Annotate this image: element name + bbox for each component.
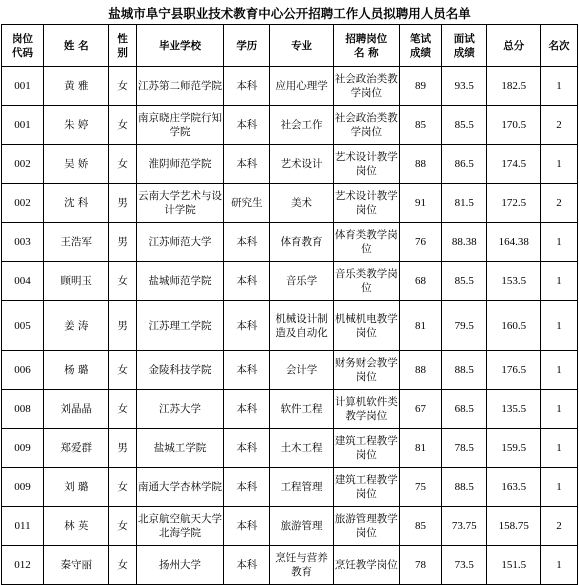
cell-total: 163.5: [487, 468, 541, 507]
cell-written: 67: [399, 390, 441, 429]
cell-school: 南通大学杏林学院: [136, 468, 223, 507]
cell-code: 001: [2, 67, 44, 106]
cell-school: 江苏师范大学: [136, 223, 223, 262]
cell-total: 160.5: [487, 301, 541, 351]
cell-interview: 79.5: [442, 301, 487, 351]
cell-interview: 73.5: [442, 546, 487, 585]
cell-name: 刘 璐: [44, 468, 109, 507]
cell-name: 郑爱群: [44, 429, 109, 468]
cell-gender: 男: [109, 184, 136, 223]
cell-major: 应用心理学: [270, 67, 333, 106]
cell-degree: 本科: [224, 468, 270, 507]
cell-post: 艺术设计教学岗位: [333, 184, 399, 223]
cell-rank: 1: [541, 351, 578, 390]
cell-written: 75: [399, 468, 441, 507]
cell-written: 78: [399, 546, 441, 585]
cell-post: 体育类教学岗位: [333, 223, 399, 262]
cell-degree: 本科: [224, 67, 270, 106]
cell-gender: 男: [109, 301, 136, 351]
cell-school: 北京航空航天大学北海学院: [136, 507, 223, 546]
table-row: [2, 301, 578, 351]
cell-name: 姜 涛: [44, 301, 109, 351]
cell-rank: 2: [541, 184, 578, 223]
cell-code: 009: [2, 468, 44, 507]
cell-school: 江苏第二师范学院: [136, 67, 223, 106]
cell-degree: 本科: [224, 390, 270, 429]
cell-post: 音乐类教学岗位: [333, 262, 399, 301]
cell-gender: 女: [109, 546, 136, 585]
cell-degree: 本科: [224, 507, 270, 546]
page-title: 盐城市阜宁县职业技术教育中心公开招聘工作人员拟聘用人员名单: [108, 6, 471, 21]
header-total: 总分: [487, 25, 541, 67]
header-school: 毕业学校: [136, 25, 223, 67]
table-row: [2, 223, 578, 262]
cell-code: 009: [2, 429, 44, 468]
cell-interview: 88.5: [442, 468, 487, 507]
cell-written: 89: [399, 67, 441, 106]
table-row: [2, 390, 578, 429]
cell-post: 计算机软件类教学岗位: [333, 390, 399, 429]
cell-post: 烹饪教学岗位: [333, 546, 399, 585]
cell-gender: 男: [109, 429, 136, 468]
cell-interview: 86.5: [442, 145, 487, 184]
table-row: [2, 67, 578, 106]
cell-degree: 本科: [224, 351, 270, 390]
table-row: [2, 184, 578, 223]
cell-gender: 男: [109, 223, 136, 262]
cell-total: 182.5: [487, 67, 541, 106]
cell-gender: 女: [109, 468, 136, 507]
cell-code: 006: [2, 351, 44, 390]
table-row: [2, 106, 578, 145]
cell-rank: 2: [541, 507, 578, 546]
cell-gender: 女: [109, 145, 136, 184]
cell-code: 001: [2, 106, 44, 145]
cell-written: 85: [399, 106, 441, 145]
cell-rank: 1: [541, 468, 578, 507]
cell-major: 艺术设计: [270, 145, 333, 184]
cell-interview: 81.5: [442, 184, 487, 223]
cell-name: 沈 科: [44, 184, 109, 223]
cell-degree: 本科: [224, 429, 270, 468]
cell-name: 黄 雅: [44, 67, 109, 106]
cell-gender: 女: [109, 67, 136, 106]
cell-written: 81: [399, 301, 441, 351]
cell-major: 美术: [270, 184, 333, 223]
cell-degree: 本科: [224, 106, 270, 145]
cell-code: 012: [2, 546, 44, 585]
cell-code: 005: [2, 301, 44, 351]
cell-rank: 1: [541, 429, 578, 468]
cell-total: 172.5: [487, 184, 541, 223]
table-row: [2, 262, 578, 301]
cell-major: 土木工程: [270, 429, 333, 468]
cell-written: 85: [399, 507, 441, 546]
cell-school: 盐城师范学院: [136, 262, 223, 301]
cell-rank: 1: [541, 390, 578, 429]
cell-degree: 研究生: [224, 184, 270, 223]
cell-total: 174.5: [487, 145, 541, 184]
cell-code: 011: [2, 507, 44, 546]
cell-degree: 本科: [224, 262, 270, 301]
cell-rank: 2: [541, 106, 578, 145]
cell-gender: 女: [109, 507, 136, 546]
cell-rank: 1: [541, 145, 578, 184]
cell-total: 176.5: [487, 351, 541, 390]
cell-post: 建筑工程教学岗位: [333, 468, 399, 507]
cell-major: 机械设计制造及自动化: [270, 301, 333, 351]
cell-degree: 本科: [224, 145, 270, 184]
cell-total: 164.38: [487, 223, 541, 262]
header-row: [2, 25, 578, 67]
cell-gender: 女: [109, 106, 136, 145]
cell-code: 002: [2, 145, 44, 184]
cell-post: 旅游管理教学岗位: [333, 507, 399, 546]
cell-name: 王浩军: [44, 223, 109, 262]
header-code: 岗位 代码: [2, 25, 44, 67]
cell-major: 体育教育: [270, 223, 333, 262]
cell-school: 盐城工学院: [136, 429, 223, 468]
cell-total: 159.5: [487, 429, 541, 468]
table-row: [2, 507, 578, 546]
cell-name: 刘晶晶: [44, 390, 109, 429]
cell-total: 158.75: [487, 507, 541, 546]
cell-school: 淮阴师范学院: [136, 145, 223, 184]
cell-major: 音乐学: [270, 262, 333, 301]
cell-total: 153.5: [487, 262, 541, 301]
cell-major: 旅游管理: [270, 507, 333, 546]
header-written: 笔试 成绩: [399, 25, 441, 67]
cell-gender: 女: [109, 262, 136, 301]
cell-major: 烹饪与营养教育: [270, 546, 333, 585]
cell-post: 社会政治类教学岗位: [333, 67, 399, 106]
header-interview: 面试 成绩: [442, 25, 487, 67]
table-row: [2, 429, 578, 468]
header-gender: 性 别: [109, 25, 136, 67]
cell-written: 91: [399, 184, 441, 223]
header-major: 专业: [270, 25, 333, 67]
cell-school: 江苏大学: [136, 390, 223, 429]
cell-interview: 85.5: [442, 262, 487, 301]
table-row: [2, 468, 578, 507]
cell-name: 杨 璐: [44, 351, 109, 390]
cell-major: 工程管理: [270, 468, 333, 507]
cell-name: 顾明玉: [44, 262, 109, 301]
cell-major: 社会工作: [270, 106, 333, 145]
cell-written: 81: [399, 429, 441, 468]
cell-code: 002: [2, 184, 44, 223]
cell-major: 会计学: [270, 351, 333, 390]
cell-gender: 女: [109, 390, 136, 429]
cell-name: 吴 娇: [44, 145, 109, 184]
header-name: 姓 名: [44, 25, 109, 67]
cell-rank: 1: [541, 262, 578, 301]
cell-post: 机械机电教学岗位: [333, 301, 399, 351]
table-row: [2, 546, 578, 585]
cell-interview: 88.38: [442, 223, 487, 262]
cell-post: 建筑工程教学岗位: [333, 429, 399, 468]
table-row: [2, 351, 578, 390]
cell-school: 南京晓庄学院行知学院: [136, 106, 223, 145]
cell-interview: 88.5: [442, 351, 487, 390]
cell-degree: 本科: [224, 223, 270, 262]
cell-post: 财务财会教学岗位: [333, 351, 399, 390]
cell-gender: 女: [109, 351, 136, 390]
cell-written: 88: [399, 145, 441, 184]
cell-code: 004: [2, 262, 44, 301]
cell-school: 扬州大学: [136, 546, 223, 585]
header-degree: 学历: [224, 25, 270, 67]
table-row: [2, 145, 578, 184]
cell-total: 135.5: [487, 390, 541, 429]
cell-interview: 85.5: [442, 106, 487, 145]
cell-interview: 68.5: [442, 390, 487, 429]
cell-major: 软件工程: [270, 390, 333, 429]
cell-post: 艺术设计教学岗位: [333, 145, 399, 184]
cell-post: 社会政治类教学岗位: [333, 106, 399, 145]
cell-degree: 本科: [224, 301, 270, 351]
cell-rank: 1: [541, 223, 578, 262]
cell-code: 008: [2, 390, 44, 429]
cell-written: 76: [399, 223, 441, 262]
header-post: 招聘岗位 名 称: [333, 25, 399, 67]
cell-name: 林 英: [44, 507, 109, 546]
cell-rank: 1: [541, 546, 578, 585]
cell-rank: 1: [541, 301, 578, 351]
header-rank: 名次: [541, 25, 578, 67]
cell-code: 003: [2, 223, 44, 262]
cell-school: 江苏理工学院: [136, 301, 223, 351]
cell-degree: 本科: [224, 546, 270, 585]
cell-rank: 1: [541, 67, 578, 106]
cell-school: 云南大学艺术与设计学院: [136, 184, 223, 223]
cell-name: 朱 婷: [44, 106, 109, 145]
cell-interview: 93.5: [442, 67, 487, 106]
cell-written: 88: [399, 351, 441, 390]
table-body: [2, 67, 578, 585]
hiring-table: [1, 24, 578, 585]
cell-school: 金陵科技学院: [136, 351, 223, 390]
cell-interview: 78.5: [442, 429, 487, 468]
cell-interview: 73.75: [442, 507, 487, 546]
cell-total: 170.5: [487, 106, 541, 145]
cell-total: 151.5: [487, 546, 541, 585]
cell-written: 68: [399, 262, 441, 301]
cell-name: 秦守丽: [44, 546, 109, 585]
